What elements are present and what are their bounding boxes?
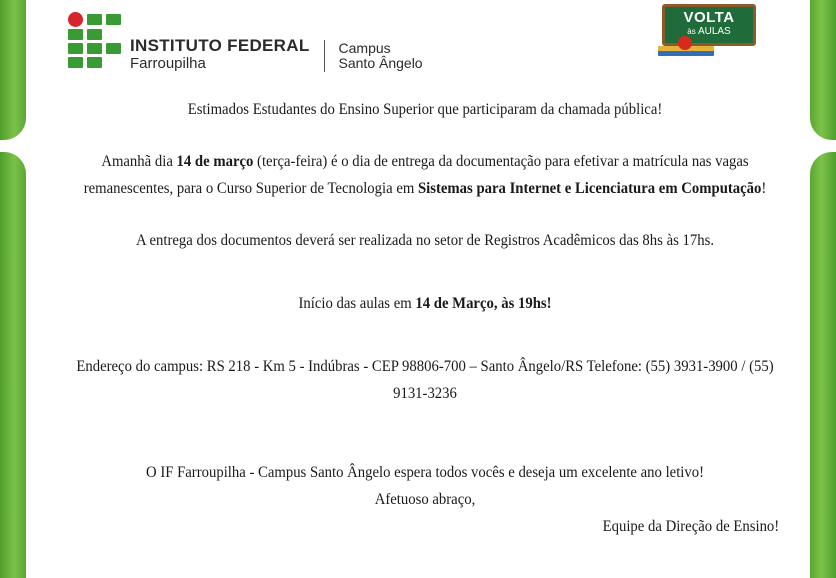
greeting: Estimados Estudantes do Ensino Superior que participaram da chamada pública! [187,101,663,118]
campus-label: Campus [338,40,391,56]
campus-name: Santo Ângelo [338,55,423,71]
p3-text-a: Início das aulas em [298,295,416,312]
left-green-bar-top [0,0,26,140]
right-green-bar-bottom [810,152,836,578]
chalkboard-icon [662,4,756,46]
badge-sub-small: às [687,27,696,36]
badge-sub: AULAS [697,26,731,37]
closing-greeting: Afetuoso abraço, [374,491,476,508]
paragraph-enrollment [71,148,779,202]
right-green-bar-top [810,0,836,140]
p1-text-e: ! [761,180,767,197]
logo-title: INSTITUTO FEDERAL [130,36,310,55]
logo-divider [324,40,325,72]
logo-subtitle: Farroupilha [130,55,206,72]
badge-subtitle [665,26,753,38]
apple-icon [678,36,692,50]
p1-courses: Sistemas para Internet e Licenciatura em Computação [417,180,762,197]
left-green-bar-bottom [0,152,26,578]
volta-as-aulas-badge [658,2,758,56]
paragraph-address: Endereço do campus: RS 218 - Km 5 - Indúbras - CEP 98806-700 – Santo Ângelo/RS Telefone: (55) 3931-3900 / (55) 9131-3236 [76,358,774,402]
announcement-body [71,96,779,540]
paragraph-documents: A entrega dos documentos deverá ser realizada no setor de Registros Acadêmicos das 8hs às 17hs. [135,232,714,249]
p1-date: 14 de março [176,153,254,170]
p1-text-a: Amanhã dia [101,153,177,170]
paragraph-classes-start [71,290,779,317]
p3-date: 14 de Março, às 19hs! [415,295,552,312]
signature: Equipe da Direção de Ensino! [602,518,780,535]
logo-text [130,36,310,72]
logo-mark-icon [68,12,122,70]
paragraph-closing: O IF Farroupilha - Campus Santo Ângelo espera todos vocês e deseja um excelente ano letivo! [146,464,704,481]
logo-campus [339,41,423,71]
p1-text-c: (terça-feira) é o dia de entrega da documentação para efetivar a matrícula nas vagas remanescentes, para o Curso Superior de Tecnologia em [83,153,749,197]
badge-title: VOLTA [683,9,735,26]
if-farroupilha-logo [68,12,423,72]
